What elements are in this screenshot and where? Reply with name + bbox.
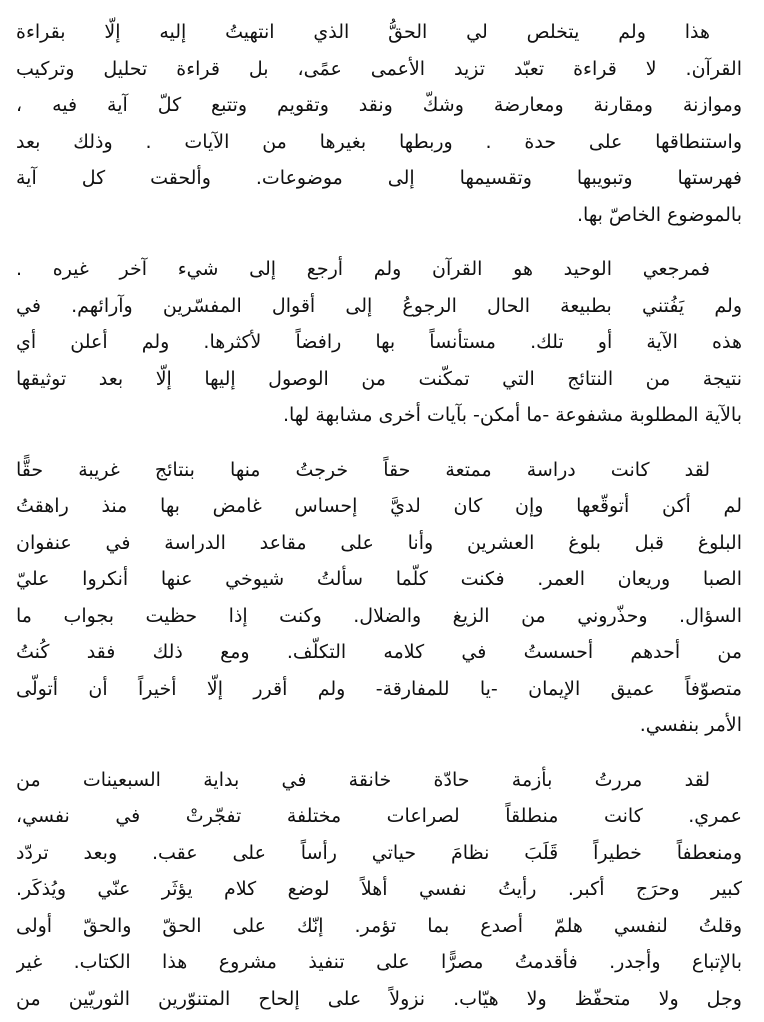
text-line: هذه الآية أو تلك. مستأنساً بها رافضاً لأكثرها. ولم أعلن أي — [16, 331, 742, 353]
text-line: بالموضوع الخاصّ بها. — [577, 203, 742, 226]
text-line: الصبا وريعان العمر. فكنت كلّما سألتُ شيوخي عنها أنكروا عليّ — [16, 568, 742, 590]
paragraph-sole-reference — [16, 251, 742, 434]
text-line: هذا ولم يتخلص لي الحقُّ الذي انتهيتُ إليه إلّا بقراءة — [16, 21, 710, 43]
text-line: القرآن. لا قراءة تعبّد تزيد الأعمى عمًى، بل قراءة تحليل وتركيب — [16, 57, 742, 80]
text-line: متصوّفاً عميق الإيمان -يا للمفارقة- ولم أقرر إلّا أخيراً أن أتولّى — [16, 677, 742, 700]
text-line: لقد كانت دراسة ممتعة حقاً خرجتُ منها بنتائج غريبة حقًّا — [16, 458, 710, 481]
text-line: واستنطاقها على حدة . وربطها بغيرها من الآيات . وذلك بعد — [16, 130, 742, 153]
text-line: وجل ولا متحفّظ ولا هيّاب. نزولاً على إلحاح المتنوّرين الثوريّين من — [16, 987, 742, 1010]
text-line: نتيجة من النتائج التي تمكّنت من الوصول إليها إلّا بعد توثيقها — [16, 367, 742, 390]
text-line: ولم يَفُتني بطبيعة الحال الرجوعُ إلى أقوال المفسّرين وآرائهم. في — [16, 294, 742, 317]
text-line: بالآية المطلوبة مشفوعة -ما أمكن- بآيات أخرى مشابهة لها. — [282, 404, 742, 426]
paragraph-reading-method — [16, 14, 742, 233]
text-line: وقلتُ لنفسي هلمّ أصدع بما تؤمر. إنّك على الحقّ والحقّ أولى — [16, 914, 742, 937]
paragraph-crisis — [16, 762, 742, 1018]
text-line: لقد مررتُ بأزمة حادّة خانقة في بداية السبعينات من — [16, 768, 710, 791]
text-line: ومنعطفاً خطيراً قَلَبَ نظامَ حياتي رأساً على عقب. وبعد تردّد — [16, 841, 742, 864]
text-line: لم أكن أتوقّعها وإن كان لديَّ إحساس غامض بها منذ راهقتُ — [16, 495, 742, 517]
text-line: البلوغ قبل بلوغ العشرين وأنا على مقاعد الدراسة في عنفوان — [16, 531, 742, 554]
text-line: عمري. كانت منطلقاً لصراعات مختلفة تفجّرتْ في نفسي، — [16, 805, 742, 827]
text-line: وموازنة ومقارنة ومعارضة وشكّ ونقد وتقويم وتتبع كلّ آية فيه ، — [16, 94, 742, 116]
text-line: كبير وحرَج أكبر. رأيتُ نفسي أهلاً لوضع كلام يؤثَر عنّي ويُذكَر. — [16, 878, 742, 900]
text-line: بالإتباع وأجدر. فأقدمتُ مصرًّا على تنفيذ مشروع هذا الكتاب. غير — [16, 951, 742, 973]
paragraph-study-results — [16, 452, 742, 744]
text-line: السؤال. وحذّروني من الزيغ والضلال. وكنت إذا حظيت بجواب ما — [16, 604, 742, 627]
text-line: فمرجعي الوحيد هو القرآن ولم أرجع إلى شيء آخر غيره . — [16, 258, 710, 280]
text-line: فهرستها وتبويبها وتقسيمها إلى موضوعات. وألحقت كل آية — [16, 167, 742, 189]
text-line: من أحدهم أحسستُ في كلامه التكلّف. ومع ذلك فقد كُنتُ — [16, 641, 742, 663]
text-line: الأمر بنفسي. — [639, 714, 742, 736]
